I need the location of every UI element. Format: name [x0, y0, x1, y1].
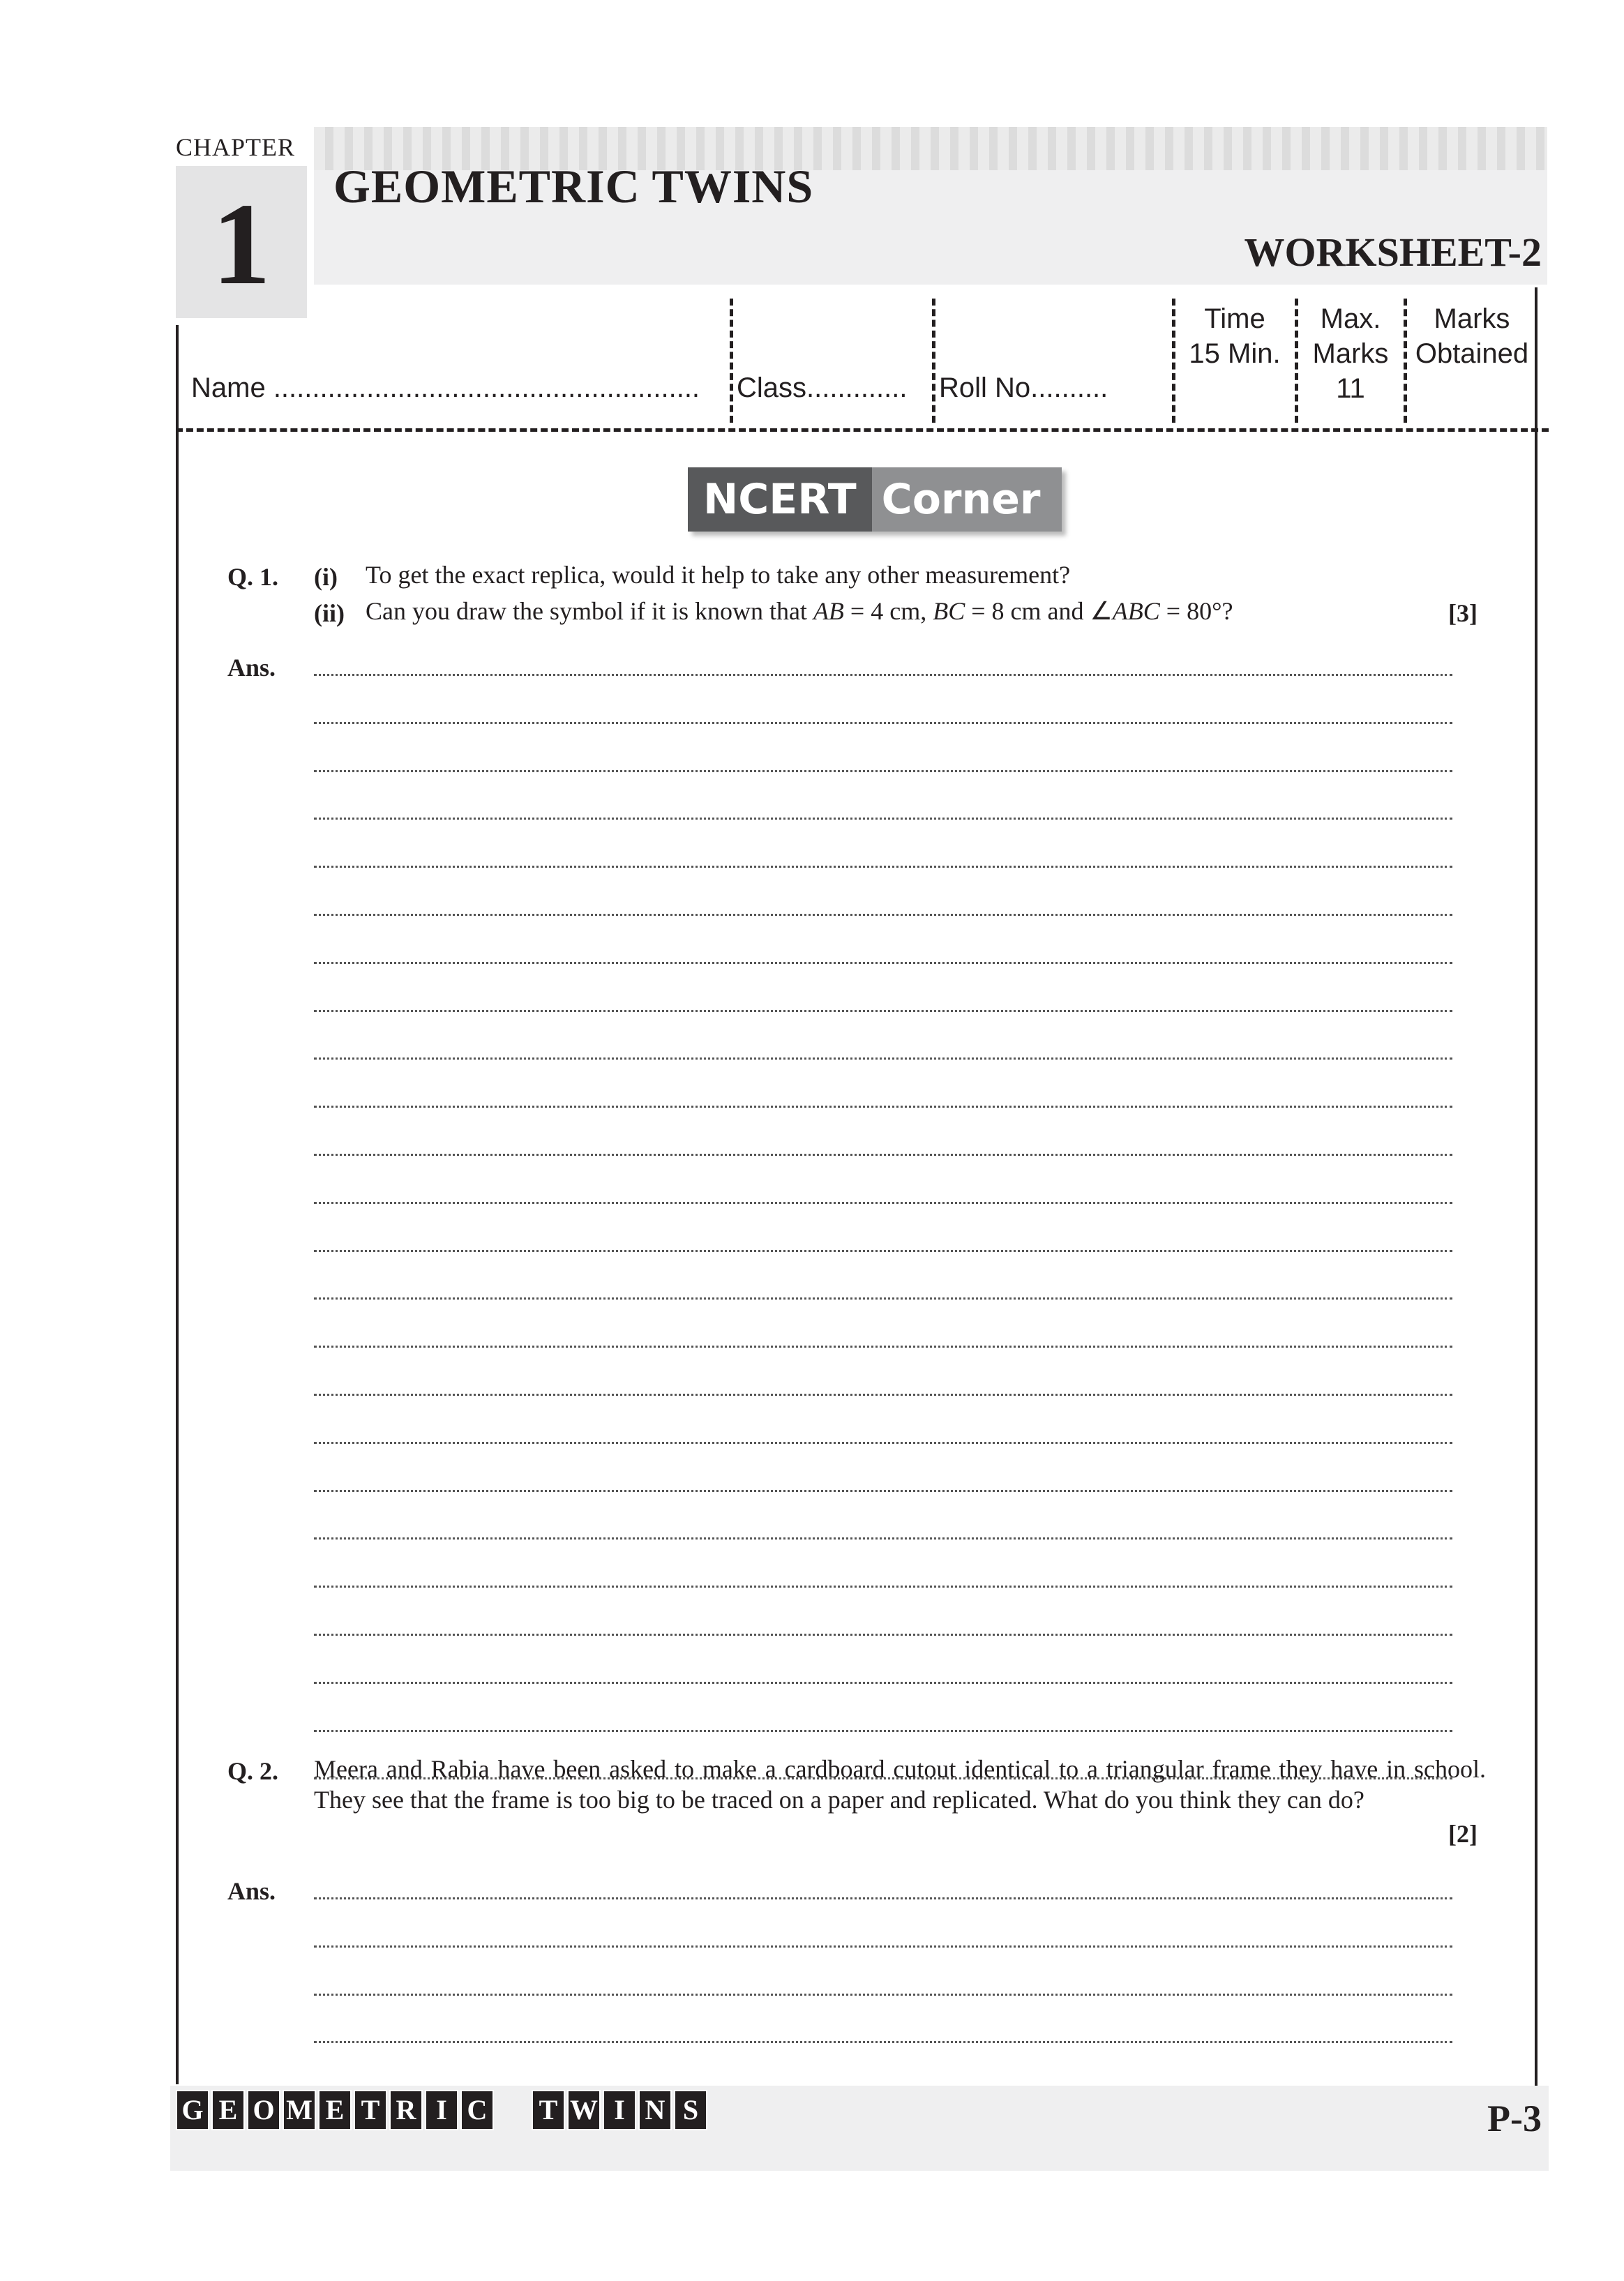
- marks-badge: [3]: [1448, 599, 1478, 627]
- footer-letter: T: [532, 2090, 565, 2130]
- answer-line[interactable]: [314, 962, 1452, 964]
- answer-line[interactable]: [314, 1202, 1452, 1204]
- answer-label: Ans.: [227, 1877, 276, 1905]
- time-cell: [1178, 301, 1292, 371]
- answer-line[interactable]: [314, 1730, 1452, 1732]
- answer-line[interactable]: [314, 1394, 1452, 1396]
- marks-label: Marks: [1312, 338, 1389, 369]
- answer-line[interactable]: [314, 1994, 1452, 1996]
- answer-line[interactable]: [314, 1634, 1452, 1636]
- max-label: Max.: [1320, 303, 1381, 334]
- answer-line[interactable]: [314, 914, 1452, 916]
- info-divider-vertical: [1404, 299, 1407, 423]
- answer-line[interactable]: [314, 770, 1452, 772]
- answer-line[interactable]: [314, 866, 1452, 868]
- right-border: [1535, 287, 1537, 2086]
- answer-line[interactable]: [314, 1945, 1452, 1948]
- answer-line[interactable]: [314, 1346, 1452, 1348]
- name-field[interactable]: Name .......................................................: [191, 372, 700, 403]
- left-border: [176, 325, 179, 2084]
- answer-line[interactable]: [314, 1057, 1452, 1060]
- page-number: P-3: [1487, 2098, 1542, 2139]
- roll-number-field[interactable]: Roll No..........: [939, 372, 1108, 403]
- answer-line[interactable]: [314, 1442, 1452, 1444]
- marks-obtained-cell[interactable]: [1409, 301, 1535, 371]
- subpart-label: (i): [314, 563, 338, 591]
- question-text: To get the exact replica, would it help to take any other measurement?: [366, 561, 1071, 589]
- footer-letter: T: [354, 2090, 387, 2130]
- subpart-label: (ii): [314, 599, 345, 627]
- obtained-label-2: Obtained: [1415, 338, 1529, 369]
- footer-letter: S: [674, 2090, 707, 2130]
- footer-title: [176, 2090, 707, 2130]
- footer-letter: R: [389, 2090, 423, 2130]
- answer-line[interactable]: [314, 1154, 1452, 1156]
- worksheet-label: WORKSHEET-2: [1244, 229, 1542, 275]
- info-divider: [176, 428, 1549, 432]
- answer-line[interactable]: [314, 722, 1452, 724]
- ncert-corner-badge: [688, 467, 1062, 532]
- answer-line[interactable]: [314, 1297, 1452, 1300]
- chapter-label: CHAPTER: [176, 133, 296, 161]
- obtained-label-1: Marks: [1434, 303, 1510, 334]
- answer-line[interactable]: [314, 818, 1452, 820]
- question-number: Q. 1.: [227, 563, 279, 591]
- question-number: Q. 2.: [227, 1757, 279, 1785]
- max-marks-cell: [1300, 301, 1401, 406]
- footer-letter: I: [425, 2090, 458, 2130]
- answer-line[interactable]: [314, 1682, 1452, 1684]
- footer-letter: [496, 2090, 529, 2130]
- footer-letter: I: [603, 2090, 636, 2130]
- ncert-label: NCERT: [688, 467, 872, 532]
- info-divider-vertical: [1172, 299, 1175, 423]
- answer-line[interactable]: [314, 1586, 1452, 1588]
- answer-line[interactable]: [314, 674, 1452, 676]
- footer-letter: O: [247, 2090, 280, 2130]
- footer-letter: C: [460, 2090, 494, 2130]
- marks-badge: [2]: [1448, 1820, 1478, 1848]
- footer-letter: N: [638, 2090, 672, 2130]
- question-text: Meera and Rabia have been asked to make a cardboard cutout identical to a triangular frame they have in school. They see that the frame is too big to be traced on a paper and replicated. What do you think they can do?: [314, 1755, 1486, 1814]
- footer-letter: W: [567, 2090, 601, 2130]
- chapter-number: 1: [212, 179, 271, 309]
- answer-line[interactable]: [314, 1250, 1452, 1252]
- answer-line[interactable]: [314, 1897, 1452, 1899]
- time-label: Time: [1204, 303, 1265, 334]
- class-field[interactable]: Class.............: [737, 372, 908, 403]
- info-divider-vertical: [1295, 299, 1298, 423]
- question-text: Can you draw the symbol if it is known that AB = 4 cm, BC = 8 cm and ∠ABC = 80°?: [366, 597, 1233, 625]
- chapter-title: GEOMETRIC TWINS: [333, 160, 814, 213]
- max-marks-value: 11: [1336, 373, 1365, 404]
- answer-line[interactable]: [314, 1106, 1452, 1108]
- footer-letter: E: [211, 2090, 245, 2130]
- answer-line[interactable]: [314, 1537, 1452, 1540]
- footer-letter: M: [283, 2090, 316, 2130]
- corner-label: Corner: [872, 467, 1062, 532]
- answer-label: Ans.: [227, 654, 276, 682]
- time-value: 15 Min.: [1189, 338, 1281, 369]
- answer-line[interactable]: [314, 1490, 1452, 1492]
- info-divider-vertical: [932, 299, 935, 423]
- footer-letter: E: [318, 2090, 352, 2130]
- footer-letter: G: [176, 2090, 209, 2130]
- info-divider-vertical: [730, 299, 733, 423]
- answer-line[interactable]: [314, 1010, 1452, 1012]
- answer-line[interactable]: [314, 2041, 1452, 2043]
